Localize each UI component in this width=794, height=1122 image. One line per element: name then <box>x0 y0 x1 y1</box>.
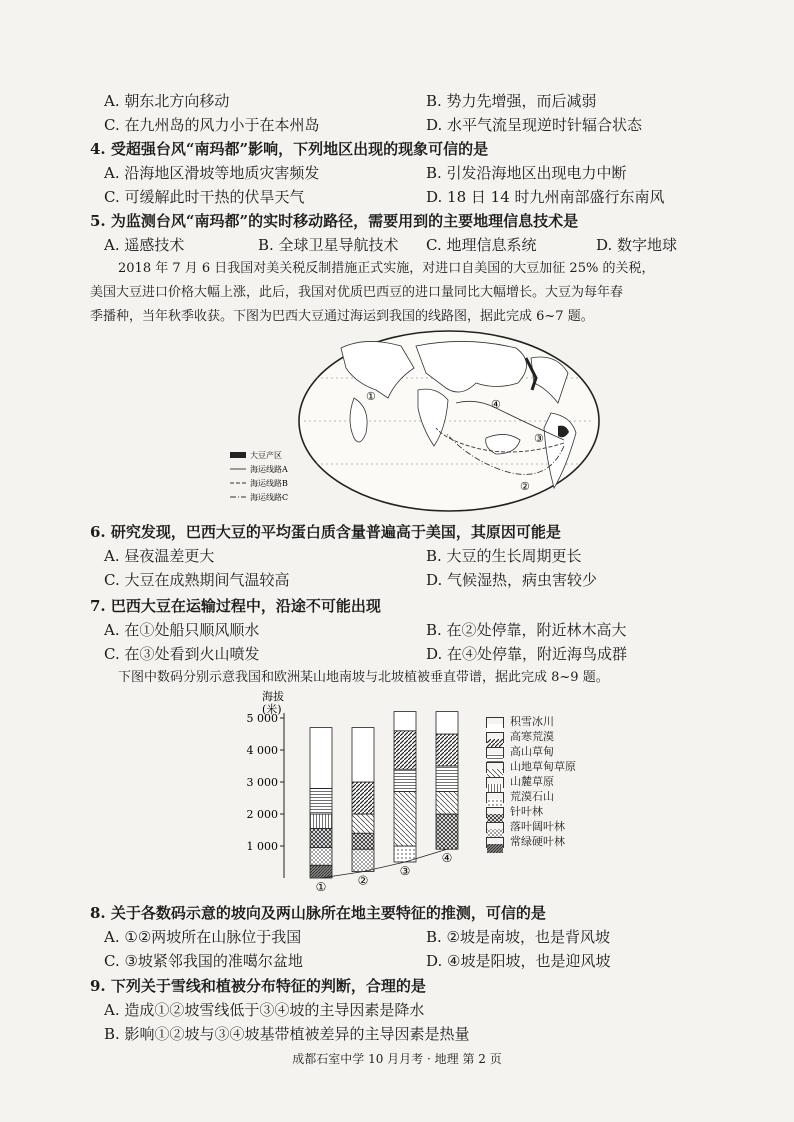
legend-label: 针叶林 <box>510 805 543 818</box>
legend-swatch <box>486 807 504 818</box>
y-axis-label: (米) <box>262 703 282 716</box>
y-tick-label: 5 000 <box>246 712 278 725</box>
question-4: 4. 受超强台风“南玛都”影响，下列地区出现的现象可信的是 <box>90 140 489 158</box>
y-tick-label: 3 000 <box>246 776 278 789</box>
legend-swatch <box>486 837 504 848</box>
option-7a: A. 在①处船只顺风顺水 <box>104 621 260 639</box>
option-6d: D. 气候湿热，病虫害较少 <box>426 571 598 589</box>
legend-label: 落叶阔叶林 <box>510 820 565 833</box>
option-3d: D. 水平气流呈现逆时针辐合状态 <box>426 116 643 134</box>
option-8a: A. ①②两坡所在山脉位于我国 <box>104 928 302 946</box>
option-5d: D. 数字地球 <box>596 236 678 254</box>
legend-swatch <box>486 777 504 788</box>
legend-item <box>486 761 596 775</box>
legend-item <box>486 791 596 805</box>
bar-segment <box>436 734 458 766</box>
legend-label: 高山草甸 <box>510 745 554 758</box>
vegetation-chart-svg <box>240 688 486 898</box>
option-8c: C. ③坡紧邻我国的准噶尔盆地 <box>104 952 303 970</box>
bar-segment <box>436 814 458 849</box>
question-5: 5. 为监测台风“南玛都”的实时移动路径，需要用到的主要地理信息技术是 <box>90 212 579 230</box>
map-marker-1: ① <box>366 390 376 403</box>
option-7d: D. 在④处停靠，附近海鸟成群 <box>426 645 628 663</box>
option-4b: B. 引发沿海地区出现电力中断 <box>426 164 627 182</box>
bar-segment <box>310 848 332 866</box>
bar-segment <box>310 728 332 789</box>
option-4d: D. 18 日 14 时九州南部盛行东南风 <box>426 188 665 206</box>
bar-segment <box>394 712 416 731</box>
option-5a: A. 遥感技术 <box>104 236 185 254</box>
legend-swatch <box>486 822 504 833</box>
bar-segment <box>352 728 374 782</box>
option-9a: A. 造成①②坡雪线低于③④坡的主导因素是降水 <box>104 1001 425 1019</box>
legend-item <box>486 716 596 730</box>
option-6b: B. 大豆的生长周期更长 <box>426 547 582 565</box>
option-3c: C. 在九州岛的风力小于在本州岛 <box>104 116 320 134</box>
legend-label: 积雪冰川 <box>510 715 554 728</box>
option-3a: A. 朝东北方向移动 <box>104 92 230 110</box>
legend-label: 常绿硬叶林 <box>510 835 565 848</box>
ground-line <box>321 849 447 878</box>
option-7c: C. 在③处看到火山喷发 <box>104 645 260 663</box>
map-legend-route-c: 海运线路C <box>250 493 289 502</box>
category-label: ④ <box>441 851 453 866</box>
option-4a: A. 沿海地区滑坡等地质灾害频发 <box>104 164 320 182</box>
map-legend-route-b: 海运线路B <box>250 479 288 488</box>
legend-item <box>486 731 596 745</box>
map-marker-3: ③ <box>534 432 544 445</box>
map-legend-soy: 大豆产区 <box>250 451 282 460</box>
option-9b: B. 影响①②坡与③④坡基带植被差异的主导因素是热量 <box>104 1025 470 1043</box>
y-tick-label: 2 000 <box>246 808 278 821</box>
y-axis-label: 海拔 <box>262 690 284 703</box>
passage-line-2: 美国大豆进口价格大幅上涨，此后，我国对优质巴西豆的进口量同比大幅增长。大豆为每年春 <box>90 285 624 300</box>
option-5c: C. 地理信息系统 <box>426 236 537 254</box>
page-footer: 成都石室中学 10 月月考 · 地理 第 2 页 <box>292 1052 502 1066</box>
option-6c: C. 大豆在成熟期间气温较高 <box>104 571 290 589</box>
map-marker-4: ④ <box>491 398 501 411</box>
map-marker-2: ② <box>520 480 530 493</box>
legend-swatch <box>486 732 504 743</box>
legend-item <box>486 821 596 835</box>
passage-line-3: 季播种，当年秋季收获。下图为巴西大豆通过海运到我国的线路图，据此完成 6~7 题。 <box>90 309 594 324</box>
question-9: 9. 下列关于雪线和植被分布特征的判断，合理的是 <box>90 977 426 995</box>
y-tick-label: 4 000 <box>246 744 278 757</box>
option-6a: A. 昼夜温差更大 <box>104 547 215 565</box>
passage-line-1: 2018 年 7 月 6 日我国对美关税反制措施正式实施，对进口自美国的大豆加征 25% 的关税， <box>118 261 655 276</box>
bar-segment <box>310 865 332 878</box>
y-tick-label: 1 000 <box>246 840 278 853</box>
bar-segment <box>436 766 458 792</box>
passage-line-4: 下图中数码分别示意我国和欧洲某山地南坡与北坡植被垂直带谱，据此完成 8~9 题。 <box>118 670 609 685</box>
world-map-svg <box>250 328 602 514</box>
world-map-figure <box>250 328 602 514</box>
option-8b: B. ②坡是南坡，也是背风坡 <box>426 928 611 946</box>
option-5b: B. 全球卫星导航技术 <box>258 236 399 254</box>
category-label: ② <box>357 873 369 888</box>
legend-item <box>486 776 596 790</box>
bar-segment <box>352 814 374 833</box>
option-3b: B. 势力先增强，而后减弱 <box>426 92 597 110</box>
category-label: ③ <box>399 864 411 878</box>
legend-swatch <box>486 792 504 803</box>
legend-item <box>486 836 596 850</box>
bar-segment <box>394 769 416 791</box>
bar-segment <box>310 788 332 814</box>
option-8d: D. ④坡是阳坡，也是迎风坡 <box>426 952 611 970</box>
legend-label: 山地草甸草原 <box>510 760 576 773</box>
bar-segment <box>352 782 374 814</box>
bar-segment <box>394 731 416 769</box>
legend-label: 山麓草原 <box>510 775 554 788</box>
bar-segment <box>310 828 332 847</box>
bar-segment <box>352 833 374 849</box>
bar-segment <box>310 814 332 828</box>
legend-item <box>486 806 596 820</box>
question-8: 8. 关于各数码示意的坡向及两山脉所在地主要特征的推测，可信的是 <box>90 904 546 922</box>
category-label: ① <box>315 880 327 894</box>
option-4c: C. 可缓解此时干热的伏旱天气 <box>104 188 305 206</box>
bar-segment <box>394 792 416 846</box>
legend-label: 荒漠石山 <box>510 790 554 803</box>
legend-label: 高寒荒漠 <box>510 730 554 743</box>
option-7b: B. 在②处停靠，附近林木高大 <box>426 621 627 639</box>
bar-segment <box>436 792 458 814</box>
legend-swatch <box>486 717 504 728</box>
bar-segment <box>352 849 374 871</box>
map-legend-route-a: 海运线路A <box>250 465 288 474</box>
bar-segment <box>436 712 458 734</box>
question-6: 6. 研究发现，巴西大豆的平均蛋白质含量普遍高于美国，其原因可能是 <box>90 523 561 541</box>
question-7: 7. 巴西大豆在运输过程中，沿途不可能出现 <box>90 597 381 615</box>
legend-swatch <box>486 762 504 773</box>
legend-swatch <box>486 747 504 758</box>
legend-item <box>486 746 596 760</box>
